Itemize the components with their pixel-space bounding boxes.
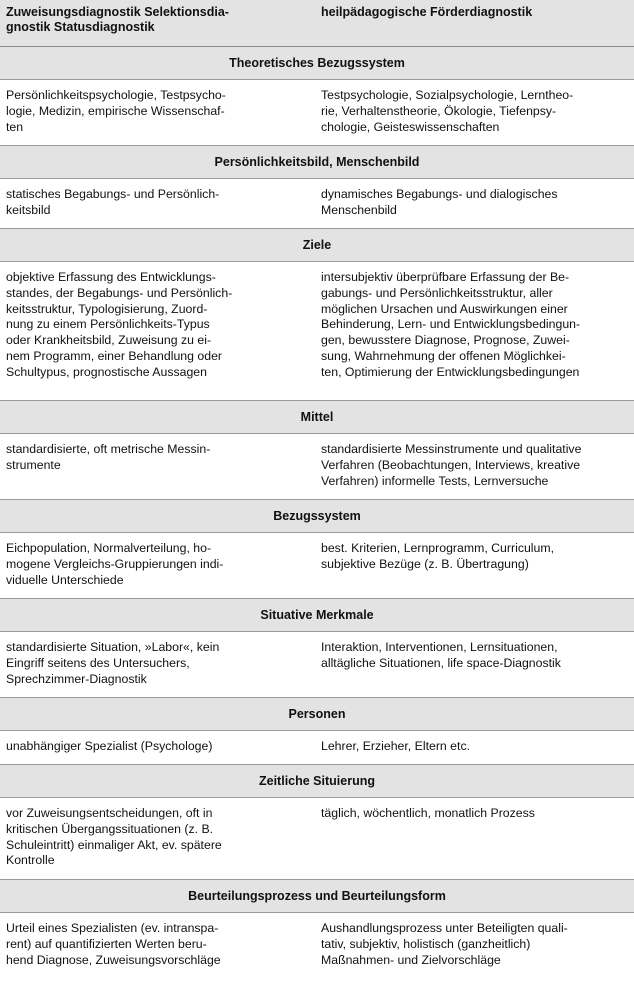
cell-right-text: standardisierte Messinstrumente und qualitative Verfahren (Beobachtungen, Interviews, kreative Verfahren) informelle Tests, Lernversuche xyxy=(321,442,582,488)
cell-right xyxy=(317,179,634,219)
cell-right-text: Lehrer, Erzieher, Eltern etc. xyxy=(321,739,471,753)
table-row xyxy=(0,262,634,401)
cell-right-text: Testpsychologie, Sozialpsychologie, Lerntheo- rie, Verhaltenstheorie, Ökologie, Tiefenpsy- chologie, Geisteswissenschaften xyxy=(321,88,574,134)
section-title: Persönlichkeitsbild, Menschenbild xyxy=(214,155,420,169)
cell-right xyxy=(317,533,634,573)
section-heading xyxy=(0,146,634,179)
cell-left-text: standardisierte, oft metrische Messin- strumente xyxy=(6,442,211,472)
section-heading xyxy=(0,599,634,632)
section-title: Beurteilungsprozess und Beurteilungsform xyxy=(188,889,446,903)
cell-right-text: täglich, wöchentlich, monatlich Prozess xyxy=(321,806,535,820)
cell-left xyxy=(0,434,317,474)
section-heading xyxy=(0,47,634,80)
table-header xyxy=(0,0,634,47)
cell-left-text: vor Zuweisungsentscheidungen, oft in kritischen Übergangssituationen (z. B. Schuleintritt) einmaliger Akt, ev. spätere Kontrolle xyxy=(6,806,222,868)
cell-right-text: intersubjektiv überprüfbare Erfassung der Be- gabungs- und Persönlichkeitsstruktur, aller möglichen Ursachen und Auswirkungen einer Behinderung, Lern- und Entwicklungsbedingun- gen, bewusstere Diagnose, Prognose, Zuwei- sung, Wahrnehmung der offenen Möglichkei- ten, Optimierung der Entwicklungsbedingungen xyxy=(321,270,581,379)
cell-right-text: dynamisches Begabungs- und dialogisches Menschenbild xyxy=(321,187,558,217)
header-left xyxy=(0,0,317,35)
cell-right xyxy=(317,798,634,822)
section-heading xyxy=(0,880,634,913)
cell-left-text: Urteil eines Spezialisten (ev. intranspa- rent) auf quantifizierten Werten beru- hend Diagnose, Zuweisungsvorschläge xyxy=(6,921,221,967)
cell-left xyxy=(0,632,317,687)
cell-left xyxy=(0,80,317,135)
cell-left xyxy=(0,913,317,968)
cell-left xyxy=(0,262,317,381)
cell-right-text: best. Kriterien, Lernprogramm, Curriculum, subjektive Bezüge (z. B. Übertragung) xyxy=(321,541,555,571)
section-title: Mittel xyxy=(300,410,334,424)
section-title: Bezugssystem xyxy=(273,509,361,523)
section-title: Ziele xyxy=(302,238,332,252)
cell-right xyxy=(317,80,634,135)
table-row xyxy=(0,80,634,146)
section-heading xyxy=(0,765,634,798)
table-row xyxy=(0,798,634,880)
cell-right xyxy=(317,632,634,672)
section-title: Theoretisches Bezugssystem xyxy=(229,56,405,70)
table-row xyxy=(0,434,634,500)
cell-left-text: Eichpopulation, Normalverteilung, ho- mogene Vergleichs-Gruppierungen indi- viduelle Unterschiede xyxy=(6,541,224,587)
section-heading xyxy=(0,698,634,731)
cell-right xyxy=(317,434,634,489)
cell-right xyxy=(317,262,634,381)
header-left-text: Zuweisungsdiagnostik Selektionsdia- gnostik Statusdiagnostik xyxy=(6,5,229,34)
cell-right-text: Aushandlungsprozess unter Beteiligten quali- tativ, subjektiv, holistisch (ganzheitlich) Maßnahmen- und Zielvorschläge xyxy=(321,921,568,967)
cell-left xyxy=(0,533,317,588)
cell-left xyxy=(0,798,317,869)
cell-left xyxy=(0,731,317,755)
cell-left-text: objektive Erfassung des Entwicklungs- standes, der Begabungs- und Persönlich- keitsstruktur, Typologisierung, Zuord- nung zu einem Persönlichkeits-Typus oder Krankheitsbild, Zuweisung zu ei- nem Programm, einer Behandlung oder Schultypus, prognostische Aussagen xyxy=(6,270,233,379)
table-row xyxy=(0,913,634,980)
section-title: Personen xyxy=(288,707,346,721)
cell-left-text: standardisierte Situation, »Labor«, kein Eingriff seitens des Untersuchers, Sprechzimmer-Diagnostik xyxy=(6,640,220,686)
table-row xyxy=(0,533,634,599)
section-heading xyxy=(0,229,634,262)
cell-left xyxy=(0,179,317,219)
table-row xyxy=(0,632,634,698)
cell-right xyxy=(317,913,634,968)
table-row xyxy=(0,731,634,765)
cell-left-text: unabhängiger Spezialist (Psychologe) xyxy=(6,739,213,753)
section-heading xyxy=(0,401,634,434)
header-right-text: heilpädagogische Förderdiagnostik xyxy=(321,5,533,19)
section-title: Zeitliche Situierung xyxy=(259,774,375,788)
table-row xyxy=(0,179,634,229)
cell-right xyxy=(317,731,634,755)
cell-right-text: Interaktion, Interventionen, Lernsituationen, alltägliche Situationen, life space-Diagnostik xyxy=(321,640,561,670)
cell-left-text: Persönlichkeitspsychologie, Testpsycho- logie, Medizin, empirische Wissenschaf- ten xyxy=(6,88,226,134)
cell-left-text: statisches Begabungs- und Persönlich- keitsbild xyxy=(6,187,220,217)
header-right xyxy=(317,0,634,20)
section-heading xyxy=(0,500,634,533)
section-title: Situative Merkmale xyxy=(260,608,374,622)
